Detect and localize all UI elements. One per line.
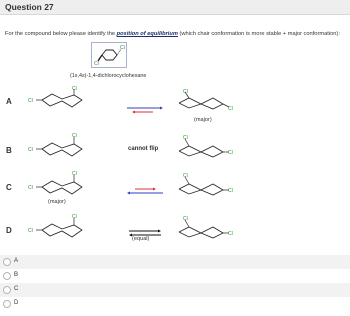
question-prompt: [5, 31, 350, 37]
cl-label: Cl: [72, 214, 77, 220]
reference-structure: [91, 42, 127, 68]
ref-cl-top: Cl: [120, 45, 125, 51]
cl-label: Cl: [228, 106, 233, 112]
cl-label: Cl: [228, 188, 233, 194]
answer-option-a[interactable]: [0, 255, 350, 269]
row-c-letter: C: [6, 183, 12, 192]
row-b-letter: B: [6, 146, 12, 155]
answer-label: C: [14, 286, 19, 292]
radio-button[interactable]: [3, 286, 11, 294]
radio-button[interactable]: [3, 300, 11, 308]
row-a-left-chair: [28, 86, 90, 119]
cl-label: Cl: [28, 228, 33, 234]
row-d-equal-note: (equal): [132, 236, 150, 242]
row-b-right-chair: [173, 134, 237, 169]
radio-button[interactable]: [3, 272, 11, 280]
answer-label: D: [14, 300, 19, 306]
cl-label: Cl: [228, 231, 233, 237]
question-header: [0, 0, 350, 15]
compound-name: (1s,4s)-1,4-dichlorocyclohexane: [70, 73, 147, 79]
ref-cl-bottom: Cl: [94, 61, 99, 67]
answer-label: A: [14, 258, 19, 264]
answer-option-d[interactable]: [0, 297, 350, 311]
row-c-right-chair: [173, 172, 237, 207]
row-a-equilibrium-arrows: [125, 102, 165, 120]
row-b-left-chair: [28, 132, 90, 167]
row-a-major-note: (major): [194, 117, 212, 123]
cl-label: Cl: [72, 86, 77, 92]
row-d-left-chair: [28, 213, 90, 248]
row-a-letter: A: [6, 97, 12, 106]
radio-button[interactable]: [3, 258, 11, 266]
cl-label: Cl: [28, 147, 33, 153]
cl-label: Cl: [183, 173, 188, 179]
row-d-letter: D: [6, 226, 12, 235]
cl-label: Cl: [183, 89, 188, 95]
row-b-cannot-flip: cannot flip: [128, 146, 159, 152]
row-d-right-chair: [173, 215, 237, 250]
answer-label: B: [14, 272, 19, 278]
answer-option-b[interactable]: [0, 269, 350, 283]
cl-label: Cl: [183, 216, 188, 222]
answer-option-c[interactable]: [0, 283, 350, 297]
row-c-equilibrium-arrows: [125, 183, 165, 201]
cl-label: Cl: [28, 185, 33, 191]
row-c-major-note: (major): [48, 199, 66, 205]
cl-label: Cl: [28, 98, 33, 104]
cl-label: Cl: [72, 133, 77, 139]
prompt-text-start: For the compound below please identify the: [5, 31, 117, 37]
prompt-text-end: (which chair conformation is more stable + major conformation):: [177, 31, 340, 37]
cl-label: Cl: [72, 171, 77, 177]
question-title: Question 27: [5, 2, 54, 12]
cl-label: Cl: [183, 135, 188, 141]
cl-label: Cl: [228, 150, 233, 156]
prompt-emphasis: position of equilibrium: [116, 31, 178, 37]
